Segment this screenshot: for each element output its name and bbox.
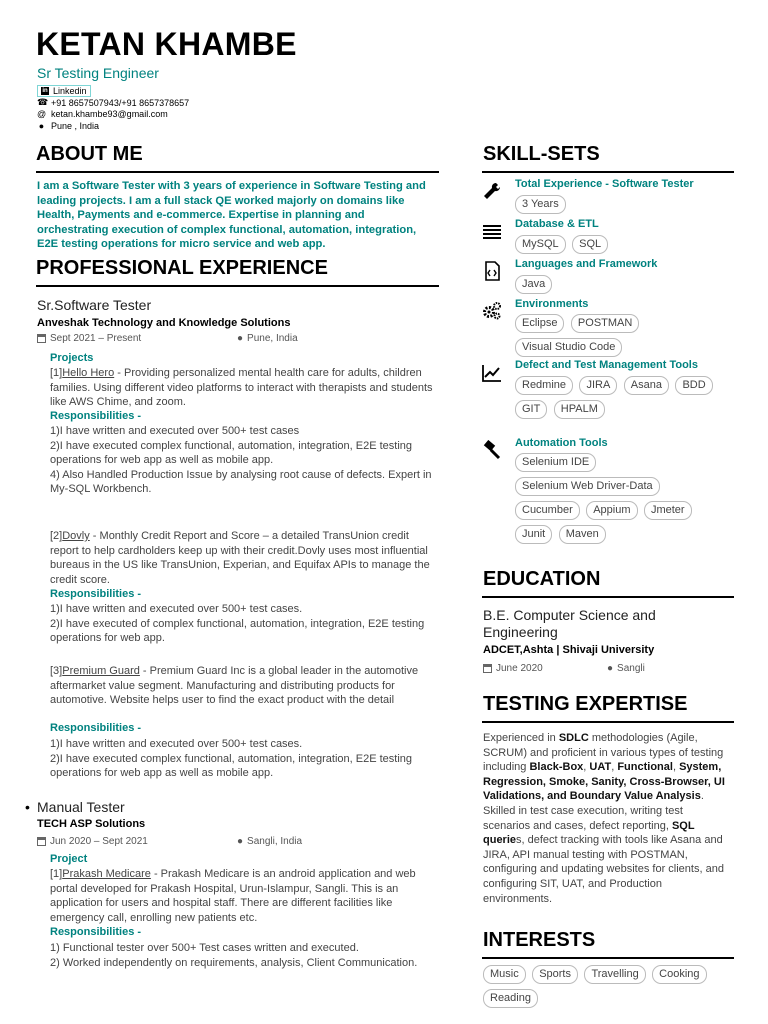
skill-group-title-1: Database & ETL [515, 218, 599, 230]
skill-tags-4 [515, 375, 735, 423]
about-rule [36, 171, 439, 173]
skill-tag: JIRA [579, 376, 617, 395]
pin-icon: ● [607, 663, 614, 674]
job1-dates: Sept 2021 – Present [37, 333, 141, 344]
skill-tag: Visual Studio Code [515, 338, 622, 357]
skill-group-title-3: Environments [515, 298, 589, 310]
skill-tag: Java [515, 275, 552, 294]
education-rule [482, 596, 734, 598]
job-role: Sr Testing Engineer [37, 65, 159, 81]
at-icon: @ [37, 109, 47, 119]
project-premium-guard-link[interactable]: Premium Guard [62, 665, 140, 677]
job2-resp: 1) Functional tester over 500+ Test cases written and executed. 2) Worked independently on requirements, analysis, Client Communication. [50, 942, 418, 969]
linkedin-contact[interactable] [37, 85, 91, 97]
skills-rule [482, 171, 734, 173]
education-date: June 2020 [483, 663, 543, 674]
pin-icon: ● [38, 121, 45, 131]
skill-tag: Redmine [515, 376, 573, 395]
expertise-heading: TESTING EXPERTISE [483, 693, 688, 715]
job1-resp-label-3: Responsibilities - [50, 722, 142, 734]
email-address: ketan.khambe93@gmail.com [51, 109, 168, 119]
skill-tags-5 [515, 452, 735, 548]
experience-rule [36, 285, 439, 287]
job2-project-label: Project [50, 853, 88, 865]
job1-project2-resp: 1)I have written and executed over 500+ test cases. 2)I have executed of complex functional, automation, integration, E2E testing operations for web app. [50, 603, 425, 645]
interests-rule [482, 957, 734, 959]
job2-resp-label: Responsibilities - [50, 926, 142, 938]
pin-icon: ● [237, 836, 244, 847]
education-heading: EDUCATION [483, 568, 601, 590]
skill-group-title-0: Total Experience - Software Tester [515, 178, 694, 190]
job1-project3-resp: 1)I have written and executed over 500+ test cases. 2)I have executed complex functional, automation, integration, E2E testing operations for web app as well as mobile app. [50, 738, 412, 780]
skill-group-title-4: Defect and Test Management Tools [515, 359, 698, 371]
resume-name: KETAN KHAMBE [36, 26, 297, 62]
phone-icon: ☎ [37, 97, 49, 107]
chart-line-icon [482, 363, 502, 383]
interest-tag: Travelling [584, 965, 645, 984]
interest-tag: Cooking [652, 965, 706, 984]
job2-company: TECH ASP Solutions [37, 818, 146, 830]
expertise-rule [482, 721, 734, 723]
interest-tag: Sports [532, 965, 578, 984]
skill-tags-0 [515, 194, 735, 218]
code-file-icon [482, 261, 502, 281]
skill-tag: 3 Years [515, 195, 566, 214]
skill-tag: MySQL [515, 235, 566, 254]
skill-group-title-5: Automation Tools [515, 437, 608, 449]
job1-project1: [1]Hello Hero - Providing personalized mental health care for adults, children families. Using different video platforms to interact with therapists and students like AWS Chime, and zoom. [50, 367, 433, 409]
education-location: ● Sangli [607, 663, 645, 674]
linkedin-icon: in [42, 88, 48, 94]
skill-tag: Eclipse [515, 314, 564, 333]
job1-projects-label: Projects [50, 352, 94, 364]
interest-tag: Music [483, 965, 526, 984]
job1-resp-label: Responsibilities - [50, 410, 142, 422]
interest-tag: Reading [483, 989, 538, 1008]
skill-tag: Asana [624, 376, 669, 395]
skill-tags-3 [515, 313, 735, 361]
skill-tag: Jmeter [644, 501, 692, 520]
gavel-icon [482, 440, 502, 460]
skill-tag: Junit [515, 525, 552, 544]
project-dovly-link[interactable]: Dovly [62, 530, 90, 542]
about-text: I am a Software Tester with 3 years of experience in Software Testing and leading projects. I am a full stack QE worked majorly on domains like Health, Payments and e-commerce. Expertise in planning and orchestrating execution of complex functional, automation, integration, E2E testing operations for micro service and web app. [37, 180, 426, 251]
skill-tag: HPALM [554, 400, 605, 419]
job2-project1: [1]Prakash Medicare - Prakash Medicare is an android application and web portal developed for Prakash Hospital, Urun-Islampur, Sangli. This is an application for users and hospital staff. There are different facilities like emergency call, enrolling new patients etc. [50, 868, 416, 924]
job1-project1-resp: 1)I have written and executed over 500+ test cases 2)I have executed complex functional, automation, integration, E2E testing operations for web app as well as mobile app. 4) Also Handled Production Issue by analysing root cause of defects. Expert in My-SQL Workbench. [50, 425, 432, 496]
calendar-icon [37, 334, 46, 343]
location-contact [37, 121, 99, 131]
education-degree: B.E. Computer Science and Engineering [483, 607, 656, 640]
job1-location: ● Pune, India [237, 333, 298, 344]
pin-icon: ● [237, 333, 244, 344]
skill-tags-2 [515, 274, 735, 298]
skill-tags-1 [515, 234, 735, 258]
calendar-icon [37, 837, 46, 846]
skill-tag: Cucumber [515, 501, 580, 520]
job1-resp-label-2: Responsibilities - [50, 588, 142, 600]
skill-tag: BDD [675, 376, 712, 395]
phone-number: +91 8657507943/+91 8657378657 [51, 97, 190, 108]
project-prakash-medicare-link[interactable]: Prakash Medicare [62, 868, 151, 880]
job1-company: Anveshak Technology and Knowledge Solutions [37, 317, 291, 329]
skill-tag: POSTMAN [571, 314, 639, 333]
wrench-icon [482, 181, 502, 201]
skill-tag: Selenium Web Driver-Data [515, 477, 660, 496]
calendar-icon [483, 664, 492, 673]
project-hello-hero-link[interactable]: Hello Hero [62, 367, 115, 379]
interests-heading: INTERESTS [483, 929, 596, 951]
email-contact [37, 109, 168, 119]
skill-tag: Selenium IDE [515, 453, 596, 472]
interest-tags [483, 964, 743, 1012]
about-heading: ABOUT ME [36, 143, 143, 165]
gears-icon [482, 301, 502, 321]
skill-group-title-2: Languages and Framework [515, 258, 658, 270]
bullet-icon: • [25, 799, 30, 815]
job2-location: ● Sangli, India [237, 836, 303, 847]
location-text: Pune , India [51, 121, 100, 131]
skills-heading: SKILL-SETS [483, 143, 600, 165]
job1-title: Sr.Software Tester [37, 297, 152, 313]
job2-dates: Jun 2020 – Sept 2021 [37, 836, 148, 847]
job1-project3: [3]Premium Guard - Premium Guard Inc is a global leader in the automotive aftermarket value segment. Manufacturing and distributing products for automotive. Website helps user to find the exact product with the detail [50, 665, 419, 707]
menu-lines-icon [482, 221, 502, 241]
job1-project2: [2]Dovly - Monthly Credit Report and Score – a detailed TransUnion credit report to help cardholders keep up with their credit.Dovly uses most influential bureaus in the US like TransUnion, Experian, and Equifax APIs to manage the credit score. [50, 530, 430, 586]
linkedin-link[interactable]: Linkedin [53, 86, 87, 96]
expertise-text: Experienced in SDLC methodologies (Agile, SCRUM) and proficient in various types of testing including Black-Box, UAT, Functional, System, Regression, Smoke, Sanity, Cross-Browser, UI Validations, and Boundary Value Analysis. Skilled in test case execution, writing test scenarios and cases, defect reporting, SQL queries, defect tracking with tools like Asana and JIRA, API manual testing with POSTMAN, configuring and updating websites for clients, and configuring SIT, UAT, and Production environments. [483, 732, 725, 905]
job2-title: Manual Tester [37, 799, 125, 815]
skill-tag: Appium [586, 501, 637, 520]
skill-tag: Maven [559, 525, 606, 544]
skill-tag: SQL [572, 235, 608, 254]
phone-contact [37, 97, 189, 108]
skill-tag: GIT [515, 400, 547, 419]
education-school: ADCET,Ashta | Shivaji University [483, 644, 655, 656]
experience-heading: PROFESSIONAL EXPERIENCE [36, 257, 328, 279]
